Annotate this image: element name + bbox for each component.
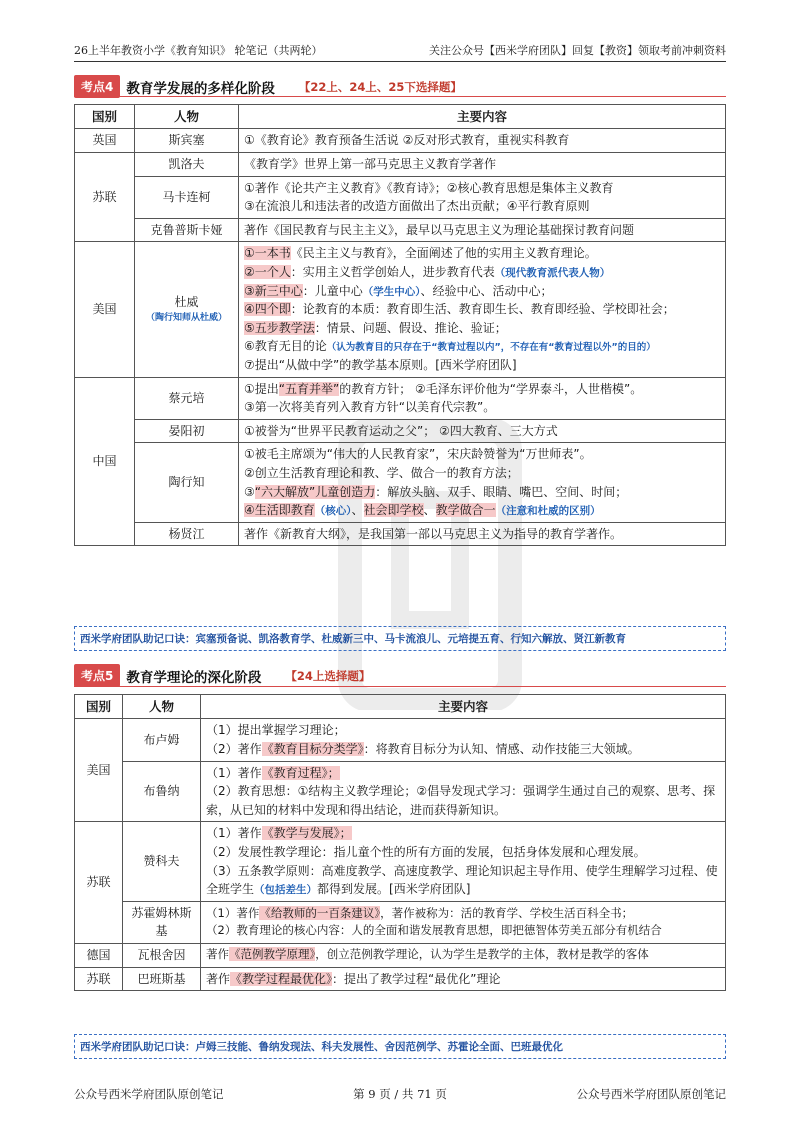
content-line: [244, 380, 720, 399]
content-cell: [201, 822, 726, 901]
content-line: [244, 501, 720, 520]
content-line: （2）发展性教学理论：指儿童个性的所有方面的发展，包括身体发展和心理发展。: [206, 844, 646, 859]
highlight: 教学做合一: [435, 503, 496, 518]
table-row: [75, 822, 726, 901]
person-cell: 凯洛夫: [135, 152, 239, 176]
country-cell: 中国: [75, 377, 135, 546]
text: ③: [244, 484, 255, 499]
content-cell: [201, 719, 726, 761]
highlight: ①一本书: [244, 246, 291, 261]
content-line: [244, 319, 720, 338]
country-cell: 英国: [75, 129, 135, 153]
table-row: [75, 129, 726, 153]
text: （2）著作: [206, 741, 262, 756]
note: （包括差生）: [254, 884, 318, 897]
text: （1）著作: [206, 765, 262, 780]
highlight: 《教育过程》；: [261, 765, 340, 780]
person-cell: 斯宾塞: [135, 129, 239, 153]
col-person: 人物: [123, 695, 201, 719]
table-row: [75, 152, 726, 176]
text: ：论教育的本质：教育即生活、教育即生长、教育即经验、学校即社会；: [290, 302, 675, 317]
text: 著作: [206, 971, 231, 986]
highlight: 《范例教学原理》: [229, 947, 316, 962]
text: 、: [351, 503, 364, 518]
country-cell: 苏联: [75, 967, 123, 991]
section5-table: [74, 694, 726, 991]
content-cell: ①《教育论》教育预备生活说 ②反对形式教育，重视实科教育: [239, 129, 726, 153]
text: ：情景、问题、假设、推论、验证；: [314, 320, 507, 335]
content-cell: [201, 967, 726, 991]
table-row: [75, 176, 726, 218]
text: 、经验中心、活动中心；: [420, 283, 553, 298]
col-country: 国别: [75, 695, 123, 719]
person-cell: 陶行知: [135, 443, 239, 522]
person-name: 杜威: [174, 295, 199, 310]
content-cell: 著作《新教育大纲》，是我国第一部以马克思主义为指导的教育学著作。: [239, 522, 726, 546]
page-number: 第 9 页 / 共 71 页: [353, 1087, 447, 1101]
content-line: [244, 337, 720, 356]
text: ⑥教育无目的论: [244, 339, 327, 354]
person-cell: 马卡连柯: [135, 176, 239, 218]
section5-mnemonic: 西米学府团队助记口诀：卢姆三技能、鲁纳发现法、科夫发展性、舍因范例学、苏霍论全面、巴班最优化: [74, 1034, 726, 1059]
person-cell: 赞科夫: [123, 822, 201, 901]
highlight: ⑤五步教学法: [244, 320, 315, 335]
person-cell: 蔡元培: [135, 377, 239, 419]
footer-left: 公众号西米学府团队原创笔记: [74, 1087, 224, 1101]
person-cell: 克鲁普斯卡娅: [135, 218, 239, 242]
highlight: 《教学与发展》；: [261, 826, 352, 841]
country-cell: 苏联: [75, 822, 123, 944]
content-cell: [239, 377, 726, 419]
content-cell: [201, 901, 726, 943]
section4-tag: 考点4: [74, 75, 120, 98]
text: （1）著作: [206, 826, 262, 841]
text: ：实用主义哲学创始人，进步教育代表: [290, 264, 495, 279]
note: （核心）: [314, 505, 352, 518]
footer-right: 公众号西米学府团队原创笔记: [576, 1087, 726, 1101]
content-line: （2）教育思想：①结构主义教学理论；②倡导发现式学习：强调学生通过自己的观察、思考、探索，从已知的材料中发现和得出结论，进而获得新知识。: [206, 784, 716, 817]
highlight: ②一个人: [244, 264, 291, 279]
person-cell: 布卢姆: [123, 719, 201, 761]
person-cell: 杨贤江: [135, 522, 239, 546]
text: ，创立范例教学理论，认为学生是教学的主体，教材是教学的客体: [315, 947, 649, 962]
content-line: ③第一次将美育列入教育方针“以美育代宗教”。: [244, 400, 496, 415]
highlight: ④生活即教育: [244, 503, 315, 518]
table-row: [75, 943, 726, 967]
table-header-row: [75, 695, 726, 719]
text: ，著作被称为：活的教育学、学校生活百科全书；: [380, 905, 634, 920]
person-cell: 瓦根舍因: [123, 943, 201, 967]
section5-rule: [74, 686, 726, 687]
content-line: [244, 263, 720, 282]
content-line: ③在流浪儿和违法者的改造方面做出了杰出贡献；④平行教育原则: [244, 199, 590, 214]
col-country: 国别: [75, 105, 135, 129]
section4-note: 【22上、24上、25下选择题】: [298, 79, 462, 94]
country-cell: 美国: [75, 242, 135, 377]
table-row: [75, 719, 726, 761]
content-line: （1）提出掌握学习理论；: [206, 723, 346, 738]
page-footer: [74, 1086, 726, 1102]
text: ：提出了教学过程“最优化”理论: [332, 971, 501, 986]
text: ：儿童中心: [302, 283, 363, 298]
col-person: 人物: [135, 105, 239, 129]
table-row: [75, 377, 726, 419]
content-line: [244, 282, 720, 301]
content-cell: [201, 761, 726, 822]
text: （1）著作: [206, 905, 260, 920]
highlight: “五育并举”: [278, 381, 340, 396]
content-line: [244, 244, 720, 263]
col-content: 主要内容: [239, 105, 726, 129]
section5-note: 【24上选择题】: [285, 668, 371, 683]
header-right: 关注公众号【西米学府团队】回复【教资】领取考前冲刺资料: [429, 44, 726, 57]
text: 、: [423, 503, 436, 518]
text: 《民主主义与教育》，全面阐述了他的实用主义教育理论。: [290, 246, 597, 261]
content-line: [206, 905, 720, 923]
table-row: [75, 419, 726, 443]
content-line: [244, 483, 720, 502]
highlight: ③新三中心: [244, 283, 303, 298]
country-cell: 美国: [75, 719, 123, 822]
table-row: [75, 218, 726, 242]
highlight: “六大解放”儿童创造力: [254, 484, 376, 499]
section4-rule: [74, 96, 726, 97]
text: 都得到发展。[西米学府团队]: [317, 882, 471, 897]
person-cell: [135, 242, 239, 377]
content-line: [206, 740, 720, 759]
section5-title: 教育学理论的深化阶段: [126, 669, 262, 686]
table-row: [75, 967, 726, 991]
table-row: [75, 522, 726, 546]
note: （认为教育目的只存在于“教育过程以内”，不存在有“教育过程以外”的目的）: [326, 342, 656, 354]
content-cell: 著作《国民教育与民主主义》，最早以马克思主义为理论基础探讨教育问题: [239, 218, 726, 242]
text: 的教育方针； ②毛泽东评价他为“学界泰斗，人世楷模”。: [339, 381, 643, 396]
country-cell: 苏联: [75, 152, 135, 241]
note: （现代教育派代表人物）: [494, 266, 611, 279]
text: （3）五条教学原则：高难度教学、高速度教学、理论知识起主导作用、使学生理解学习过程、使全班学生: [206, 863, 718, 897]
table-row: [75, 443, 726, 522]
highlight: 《教学过程最优化》: [230, 971, 333, 986]
content-line: ①著作《论共产主义教育》《教育诗》；②核心教育思想是集体主义教育: [244, 180, 614, 195]
country-cell: 德国: [75, 943, 123, 967]
content-line: [206, 764, 720, 783]
section5-tag: 考点5: [74, 664, 120, 687]
section4-mnemonic: 西米学府团队助记口诀：宾塞预备说、凯洛教育学、杜威新三中、马卡流浪儿、元培提五育、行知六解放、贤江新教育: [74, 626, 726, 651]
content-line: ⑦提出“从做中学”的教学基本原则。[西米学府团队]: [244, 358, 517, 373]
highlight: 社会即学校: [363, 503, 424, 518]
header-left: 26上半年教资小学《教育知识》 轮笔记（共两轮）: [74, 44, 323, 57]
text: ①提出: [244, 381, 279, 396]
content-line: ①被毛主席颂为“伟大的人民教育家”，宋庆龄赞誉为“万世师表”。: [244, 447, 592, 462]
text: ：解放头脑、双手、眼睛、嘴巴、空间、时间；: [375, 484, 628, 499]
table-header-row: [75, 105, 726, 129]
content-cell: [239, 443, 726, 522]
text: 著作: [206, 947, 229, 962]
highlight: 《给教师的一百条建议》: [259, 905, 381, 920]
content-line: （2）教育理论的核心内容：人的全面和谐发展教育思想，即把德智体劳美五部分有机结合: [206, 923, 662, 938]
page-header: [74, 38, 726, 62]
content-cell: [201, 943, 726, 967]
text: ：将教育目标分为认知、情感、动作技能三大领域。: [363, 741, 640, 756]
person-cell: 晏阳初: [135, 419, 239, 443]
content-line: [206, 862, 720, 899]
section4-title-bar: [74, 75, 462, 98]
person-cell: 布鲁纳: [123, 761, 201, 822]
note: （注意和杜威的区别）: [495, 505, 601, 518]
table-row: [75, 242, 726, 377]
content-cell: [239, 242, 726, 377]
section5-title-bar: [74, 664, 370, 687]
person-cell: 巴班斯基: [123, 967, 201, 991]
note: （学生中心）: [362, 285, 421, 298]
person-cell: 苏霍姆林斯基: [123, 901, 201, 943]
content-line: [244, 300, 720, 319]
content-cell: 《教育学》世界上第一部马克思主义教育学著作: [239, 152, 726, 176]
highlight: 《教育目标分类学》: [261, 741, 364, 756]
highlight: ④四个即: [244, 302, 291, 317]
table-row: [75, 901, 726, 943]
content-cell: [239, 176, 726, 218]
person-note: （陶行知师从杜威）: [145, 312, 227, 323]
section4-title: 教育学发展的多样化阶段: [126, 80, 275, 97]
section4-table: [74, 104, 726, 546]
content-line: ②创立生活教育理论和教、学、做合一的教育方法；: [244, 466, 519, 480]
col-content: 主要内容: [201, 695, 726, 719]
content-cell: ①被誉为“世界平民教育运动之父”； ②四大教育、三大方式: [239, 419, 726, 443]
table-row: [75, 761, 726, 822]
content-line: [206, 824, 720, 843]
